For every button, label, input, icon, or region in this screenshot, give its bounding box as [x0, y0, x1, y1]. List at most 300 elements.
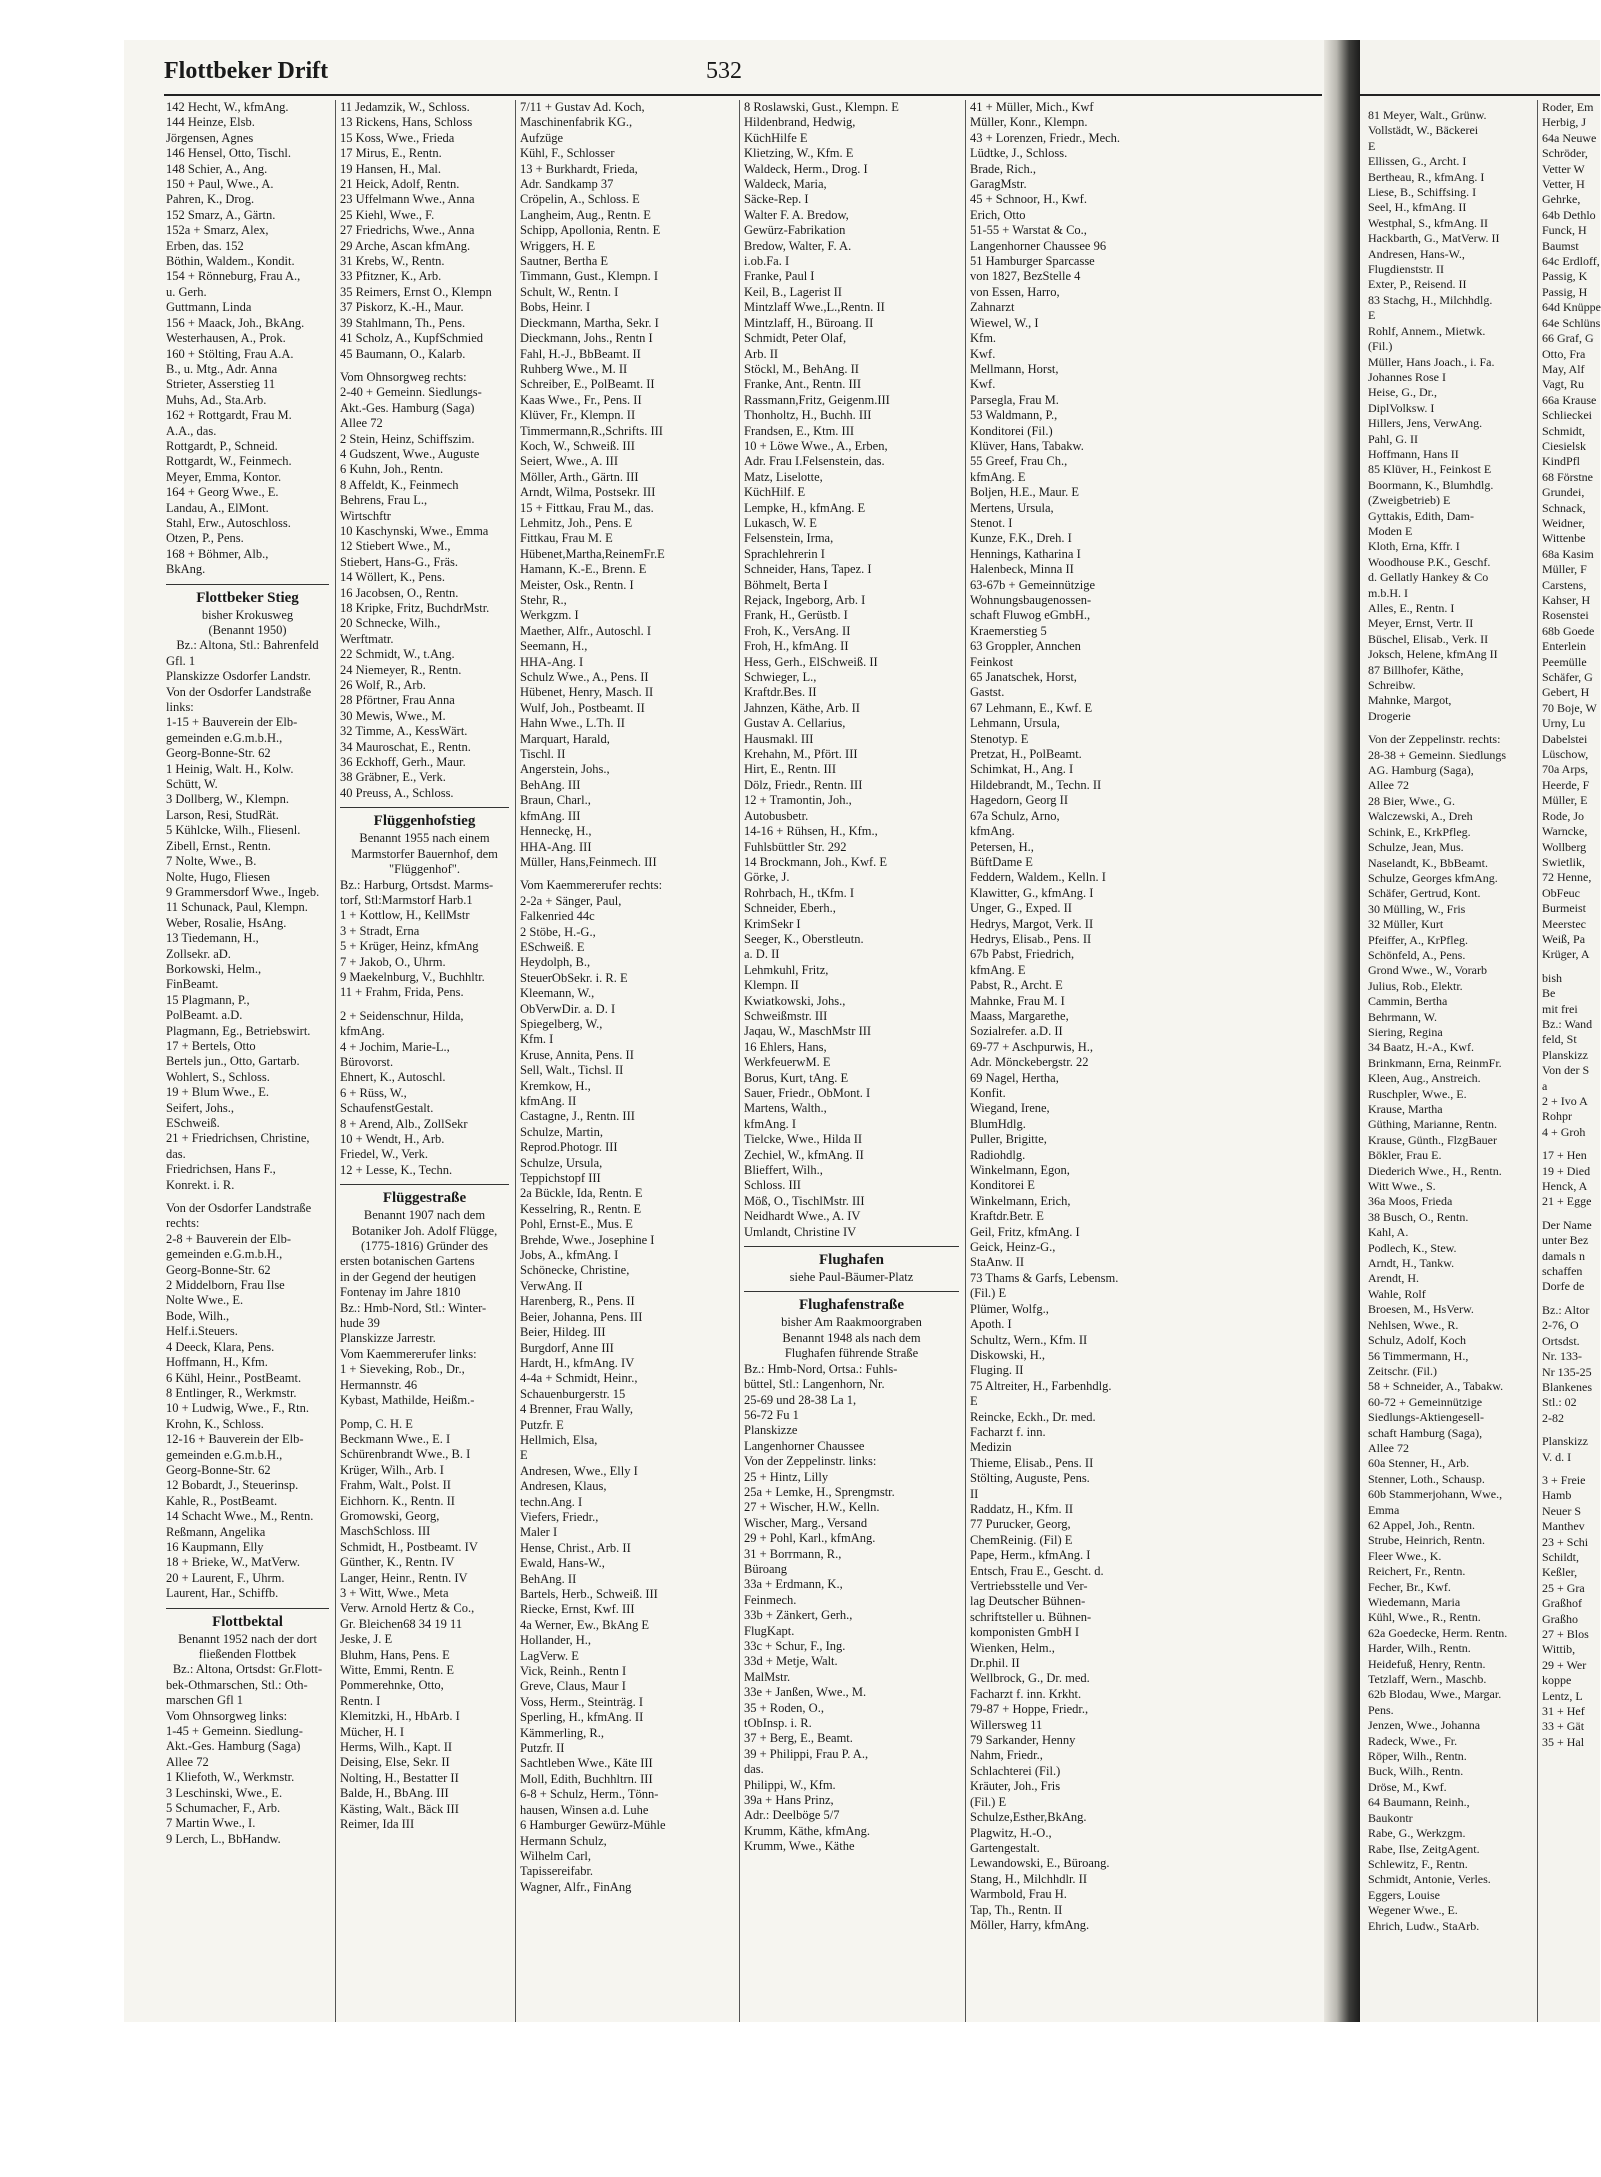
entry-line: Sperling, H., kfmAng. II	[520, 1710, 644, 1725]
entry-line: Boljen, H.E., Maur. E	[970, 485, 1080, 500]
entry-line: Otto, Fra	[1542, 346, 1586, 361]
entry-line: SchaufenstGestalt.	[340, 1101, 434, 1116]
entry-line: 66 Graf, G	[1542, 331, 1594, 346]
entry-line: Timmermann,R.,Schrifts. III	[520, 423, 663, 438]
entry-line: Geick, Heinz-G.,	[970, 1240, 1056, 1255]
entry-line: Hübenet, Henry, Masch. II	[520, 685, 654, 700]
entry-line: Vetter, H	[1542, 177, 1585, 192]
entry-line: Roder, Em	[1542, 100, 1594, 114]
entry-line: Wellbrock, G., Dr. med.	[970, 1671, 1090, 1686]
entry-line: BehAng. II	[520, 1571, 577, 1586]
entry-line: Rohpr	[1542, 1109, 1572, 1124]
entry-line: tObInsp. i. R.	[744, 1716, 812, 1731]
blank-line	[340, 362, 509, 370]
entry-line: Pohl, Ernst-E., Mus. E	[520, 1217, 633, 1232]
entry-line: Pape, Herm., kfmAng. I	[970, 1548, 1091, 1563]
entry-line: Landau, A., ElMont.	[166, 500, 269, 515]
entry-line: 13 + Burkhardt, Frieda,	[520, 161, 638, 176]
blank-line	[1542, 963, 1594, 971]
entry-line: Wohlert, S., Schloss.	[166, 1069, 270, 1084]
entry-line: kfmAng. II	[520, 1094, 577, 1108]
entry-line: 64d Knüppe	[1542, 300, 1601, 315]
entry-line: Rassmann,Fritz, Geigenm.III	[744, 392, 890, 407]
entry-line: Greve, Claus, Maur I	[520, 1679, 626, 1694]
entry-line: Arendt, H.	[1368, 1271, 1419, 1286]
entry-line: Ellissen, G., Archt. I	[1368, 154, 1467, 169]
entry-line: Facharzt f. inn. Krkht.	[970, 1686, 1082, 1701]
entry-line: Burmeist	[1542, 901, 1586, 916]
entry-line: 25 + Hintz, Lilly	[744, 1469, 829, 1484]
entry-line: 69-77 + Aschpurwis, H.,	[970, 1039, 1094, 1054]
entry-line: (Fil.) E	[970, 1286, 1007, 1301]
entry-line: Stenotyp. E	[970, 731, 1029, 746]
entry-line: Dabelstei	[1542, 731, 1588, 746]
entry-line: Schönecke, Christine,	[520, 1263, 630, 1278]
entry-line: unter Bez	[1542, 1233, 1589, 1248]
entry-line: 12 Stiebert Wwe., M.,	[340, 539, 451, 554]
entry-line: Sozialrefer. a.D. II	[970, 1024, 1063, 1039]
entry-line: 19 + Blum Wwe., E.	[166, 1085, 269, 1100]
entry-line: 70a Arps,	[1542, 762, 1588, 777]
entry-line: Brehde, Wwe., Josephine I	[520, 1232, 655, 1247]
entry-line: Hedrys, Elisab., Pens. II	[970, 931, 1092, 946]
entry-line: 33c + Schur, F., Ing.	[744, 1639, 846, 1653]
entry-line: Otzen, P., Pens.	[166, 531, 244, 546]
entry-line: a	[1542, 1078, 1548, 1093]
entry-line: 21 + Friedrichsen, Christine,	[166, 1131, 310, 1146]
entry-line: Dr.phil. II	[970, 1656, 1020, 1671]
entry-line: Reincke, Eckh., Dr. med.	[970, 1409, 1096, 1424]
entry-line: Ehrich, Ludw., StaArb.	[1368, 1918, 1480, 1933]
entry-line: 63 Groppler, Annchen	[970, 639, 1081, 654]
entry-line: 41 + Müller, Mich., Kwf	[970, 100, 1094, 114]
entry-line: Gewürz-Fabrikation	[744, 223, 846, 238]
entry-line: Puller, Brigitte,	[970, 1132, 1047, 1147]
entry-line: Rottgardt, P., Schneid.	[166, 438, 278, 453]
entry-line: Warmbold, Frau H.	[970, 1887, 1067, 1902]
entry-line: Kühl, F., Schlosser	[520, 146, 615, 161]
entry-line: 17 Mirus, E., Rentn.	[340, 146, 442, 161]
entry-line: 162 + Rottgardt, Frau M.	[166, 408, 292, 423]
entry-line: Meyer, Ernst, Vertr. II	[1368, 616, 1474, 631]
entry-line: 35 Reimers, Ernst O., Klempn	[340, 284, 492, 299]
entry-line: Winkelmann, Egon,	[970, 1163, 1070, 1178]
entry-line: Krehahn, M., Pfört. III	[744, 747, 858, 762]
entry-line: 10 Kaschynski, Wwe., Emma	[340, 523, 489, 538]
entry-line: Wollberg	[1542, 839, 1587, 854]
entry-line: Nehlsen, Wwe., R.	[1368, 1317, 1459, 1332]
entry-line: Wiedemann, Maria	[1368, 1595, 1461, 1609]
entry-line: Kwiatkowski, Johs.,	[744, 993, 846, 1008]
entry-line: 7 Nolte, Wwe., B.	[166, 854, 257, 869]
entry-line: Krause, Martha	[1368, 1102, 1443, 1116]
entry-line: Naselandt, K., BbBeamt.	[1368, 855, 1488, 870]
entry-line: A.A., das.	[166, 423, 217, 438]
entry-line: Hamann, K.-E., Brenn. E	[520, 562, 647, 577]
entry-line: 29 Arche, Ascan kfmAng.	[340, 238, 471, 253]
entry-line: Julius, Rob., Elektr.	[1368, 978, 1463, 993]
entry-line: Bz.: Hmb-Nord, Stl.: Winter-	[340, 1300, 487, 1315]
entry-line: B., u. Mtg., Adr. Anna	[166, 361, 278, 376]
entry-line: 81 Meyer, Walt., Grünw.	[1368, 108, 1487, 122]
entry-line: Swietlik,	[1542, 854, 1586, 869]
entry-line: m.b.H. I	[1368, 585, 1408, 600]
entry-line: 45 + Schnoor, H., Kwf.	[970, 192, 1087, 207]
entry-line: Fahl, H.-J., BbBeamt. II	[520, 346, 641, 361]
entry-line: Bredow, Walter, F. A.	[744, 238, 852, 253]
entry-line: Allee 72	[1368, 1440, 1409, 1455]
entry-line: Waldeck, Herm., Drog. I	[744, 161, 868, 176]
entry-line: Klüver, Hans, Tabakw.	[970, 438, 1084, 453]
entry-line: Hellmich, Elsa,	[520, 1432, 598, 1447]
entry-line: 30 Mewis, Wwe., M.	[340, 708, 446, 723]
entry-line: Lempke, H., kfmAng. E	[744, 500, 866, 515]
entry-line: 8 Roslawski, Gust., Klempn. E	[744, 100, 899, 114]
entry-line: Fluging. II	[970, 1363, 1024, 1378]
directory-columns	[162, 100, 1322, 2022]
entry-line: KüchHilfe E	[744, 130, 808, 145]
entry-line: Pretzat, H., PolBeamt.	[970, 747, 1082, 762]
entry-line: 2-76, O	[1542, 1318, 1579, 1333]
entry-line: bish	[1542, 970, 1563, 985]
blank-line	[166, 1193, 329, 1201]
entry-line: Bluhm, Hans, Pens. E	[340, 1647, 450, 1662]
entry-line: schaft Fluwog eGmbH.,	[970, 608, 1091, 623]
entry-line: 12 + Tramontin, Joh.,	[744, 793, 852, 808]
entry-line: Von der Osdorfer Landstraße	[166, 684, 312, 699]
entry-line: a. D. II	[744, 947, 780, 962]
entry-line: kfmAng.	[340, 1024, 385, 1039]
entry-line: Hillers, Jens, VerwAng.	[1368, 416, 1483, 431]
entry-line: schaffen	[1542, 1264, 1583, 1279]
entry-line: Wagner, Alfr., FinAng	[520, 1879, 632, 1894]
entry-line: Meyer, Emma, Kontor.	[166, 469, 282, 484]
entry-line: Planskizz	[1542, 1047, 1588, 1062]
entry-line: ersten botanischen Gartens	[340, 1254, 475, 1269]
entry-line: Zeitschr. (Fil.)	[1368, 1363, 1437, 1378]
entry-line: Castagne, J., Rentn. III	[520, 1109, 635, 1124]
entry-line: kfmAng. I	[744, 1116, 797, 1131]
entry-line: Stang, H., Milchhdlr. II	[970, 1871, 1088, 1886]
entry-line: 39 Stahlmann, Th., Pens.	[340, 315, 466, 330]
entry-line: 4 Deeck, Klara, Pens.	[166, 1339, 275, 1354]
entry-line: 7/11 + Gustav Ad. Koch,	[520, 100, 645, 114]
entry-line: Harenberg, R., Pens. II	[520, 1294, 635, 1309]
entry-line: Wittib,	[1542, 1642, 1576, 1657]
entry-line: Timmann, Gust., Klempn. I	[520, 269, 659, 284]
entry-line: 63-67b + Gemeinnützige	[970, 577, 1096, 592]
scanned-page-spread	[124, 40, 1600, 2022]
entry-line: 9 Grammersdorf Wwe., Ingeb.	[166, 884, 320, 899]
entry-line: Behrens, Frau L.,	[340, 493, 428, 508]
entry-line: 65 Janatschek, Horst,	[970, 670, 1077, 685]
entry-line: Hoffmann, Hans II	[1368, 446, 1459, 461]
entry-line: kfmAng. E	[970, 962, 1026, 977]
entry-line: Stöckl, M., BehAng. II	[744, 361, 859, 376]
entry-line: 62a Goedecke, Herm. Rentn.	[1368, 1625, 1508, 1640]
entry-line: FinBeamt.	[166, 977, 219, 992]
entry-line: Friedel, W., Verk.	[340, 1147, 428, 1162]
entry-line: Hoffmann, H., Kfm.	[166, 1355, 268, 1370]
entry-line: ObFeuc	[1542, 885, 1580, 900]
entry-line: Entsch, Frau E., Gescht. d.	[970, 1563, 1104, 1578]
entry-line: 19 Hansen, H., Mal.	[340, 161, 442, 176]
entry-line: 2 + Ivo A	[1542, 1094, 1588, 1108]
entry-line: 152 Smarz, A., Gärtn.	[166, 207, 276, 222]
entry-line: Warncke,	[1542, 824, 1588, 839]
entry-line: 67b Pabst, Friedrich,	[970, 947, 1075, 962]
blank-line	[1368, 100, 1531, 108]
entry-line: 11 Schunack, Paul, Klempn.	[166, 900, 308, 915]
entry-line: hude 39	[340, 1316, 380, 1331]
entry-line: Ehnert, K., Autoschl.	[340, 1070, 446, 1085]
entry-line: Wriggers, H. E	[520, 238, 596, 253]
entry-line: 29 + Wer	[1542, 1657, 1587, 1672]
entry-line: Unger, G., Exped. II	[970, 901, 1072, 916]
entry-line: Baukontr	[1368, 1810, 1413, 1825]
entry-line: Fecher, Br., Kwf.	[1368, 1579, 1451, 1594]
entry-line: Rabe, G., Werkzgm.	[1368, 1826, 1466, 1841]
entry-line: Allee 72	[166, 1754, 209, 1769]
entry-line: büttel, Stl.: Langenhorn, Nr.	[744, 1377, 885, 1392]
entry-line: Mellmann, Horst,	[970, 361, 1059, 376]
entry-line: 15 Plagmann, P.,	[166, 992, 250, 1007]
entry-line: 18 + Brieke, W., MatVerw.	[166, 1555, 300, 1570]
entry-line: Hahn Wwe., L.Th. II	[520, 716, 625, 731]
entry-line: 37 + Berg, E., Beamt.	[744, 1731, 853, 1746]
entry-line: Krumm, Wwe., Käthe	[744, 1839, 855, 1854]
entry-line: Flughafen führende Straße	[784, 1346, 919, 1361]
entry-line: Wiegand, Irene,	[970, 1101, 1050, 1116]
entry-line: Rabe, Ilse, ZeitgAgent.	[1368, 1841, 1480, 1856]
book-gutter	[1324, 40, 1360, 2022]
entry-line: Cammin, Bertha	[1368, 994, 1448, 1009]
entry-line: Putzfr. II	[520, 1741, 565, 1756]
entry-line: Siedlungs-Aktiengesell-	[1368, 1410, 1484, 1425]
entry-line: SteuerObSekr. i. R. E	[520, 970, 628, 985]
entry-line: von 1827, BezStelle 4	[970, 269, 1081, 284]
entry-line: Kwf.	[970, 377, 996, 392]
entry-line: Joksch, Helene, kfmAng II	[1368, 647, 1498, 662]
entry-line: Johannes Rose I	[1368, 369, 1446, 384]
entry-line: Dröse, M., Kwf.	[1368, 1779, 1447, 1794]
entry-line: Broesen, M., HsVerw.	[1368, 1302, 1474, 1317]
entry-line: Tischl. II	[520, 747, 566, 762]
entry-line: Stahl, Erw., Autoschloss.	[166, 515, 291, 530]
blank-line	[1542, 1426, 1594, 1434]
entry-line: Ciesielsk	[1542, 438, 1586, 453]
entry-line: Lewandowski, E., Büroang.	[970, 1856, 1110, 1871]
entry-line: Plagmann, Eg., Betriebswirt.	[166, 1023, 311, 1038]
entry-line: Pens.	[1368, 1702, 1394, 1717]
entry-line: Schulze, Jean, Mus.	[1368, 840, 1464, 855]
entry-line: Kästing, Walt., Bäck III	[340, 1801, 459, 1816]
entry-line: Drogerie	[1368, 708, 1411, 723]
entry-line: Stehr, R.,	[520, 593, 567, 607]
entry-line: Liese, B., Schiffsing. I	[1368, 185, 1477, 200]
entry-line: 8 + Arend, Alb., ZollSekr	[340, 1116, 468, 1131]
entry-line: links:	[166, 700, 194, 715]
entry-line: Erich, Otto	[970, 207, 1026, 222]
entry-line: Bz.: Altona, Ortsdst: Gr.Flott-	[172, 1662, 323, 1677]
entry-line: 21 + Egge	[1542, 1194, 1592, 1209]
entry-line: Wegener Wwe., E.	[1368, 1903, 1458, 1918]
entry-line: 2a Bückle, Ida, Rentn. E	[520, 1186, 643, 1201]
entry-line: bek-Othmarschen, Stl.: Oth-	[166, 1677, 308, 1692]
entry-line: Feinmech.	[744, 1592, 797, 1607]
entry-line: Der Name	[1542, 1217, 1592, 1232]
entry-line: Akt.-Ges. Hamburg (Saga)	[166, 1739, 301, 1754]
entry-line: Von der Osdorfer Landstraße	[166, 1201, 312, 1216]
entry-line: schriftsteller u. Bühnen-	[970, 1609, 1092, 1624]
entry-line: 17 + Hen	[1542, 1148, 1587, 1163]
entry-line: 38 Gräbner, E., Verk.	[340, 770, 446, 785]
entry-line: Stiebert, Hans-G., Fräs.	[340, 554, 459, 569]
entry-line: Reßmann, Angelika	[166, 1524, 266, 1539]
entry-line: 14 Wöllert, K., Pens.	[340, 570, 445, 585]
entry-line: Stenot. I	[970, 515, 1013, 530]
entry-line: Buck, Wilh., Rentn.	[1368, 1764, 1464, 1779]
entry-line: Halenbeck, Minna II	[970, 562, 1074, 577]
entry-line: Jaqau, W., MaschMstr III	[744, 1024, 872, 1039]
entry-line: KindPfl	[1542, 454, 1581, 469]
entry-line: bisher Krokusweg	[201, 607, 294, 622]
entry-line: Blankenes	[1542, 1379, 1592, 1394]
entry-line: Böhmelt, Berta I	[744, 577, 828, 592]
entry-line: (Zweigbetrieb) E	[1368, 493, 1451, 508]
entry-line: Säcke-Rep. I	[744, 192, 809, 207]
entry-line: Sauer, Friedr., ObMont. I	[744, 1086, 871, 1100]
entry-line: Mertens, Ursula,	[970, 500, 1054, 515]
entry-line: 6 + Rüss, W.,	[340, 1085, 407, 1100]
entry-line: Tap, Th., Rentn. II	[970, 1902, 1063, 1917]
entry-line: 23 Uffelmann Wwe., Anna	[340, 192, 475, 207]
entry-line: Seemann, H.,	[520, 639, 588, 654]
entry-line: Funck, H	[1542, 223, 1587, 238]
blank-line	[340, 1409, 509, 1417]
entry-line: 68a Kasim	[1542, 546, 1594, 561]
entry-line: 10 + Löwe Wwe., A., Erben,	[744, 438, 888, 453]
entry-line: Maass, Margarethe,	[970, 1008, 1069, 1023]
entry-line: Kesselring, R., Rentn. E	[520, 1201, 642, 1216]
entry-line: Fuhlsbüttler Str. 292	[744, 839, 847, 854]
entry-line: Parsegla, Frau M.	[970, 392, 1059, 407]
directory-column	[336, 100, 516, 2022]
entry-line: 29 + Pohl, Karl., kfmAng.	[744, 1531, 876, 1546]
entry-line: Pommerehnke, Otto,	[340, 1678, 444, 1693]
entry-line: Gastst.	[970, 685, 1005, 700]
entry-line: Kleen, Aug., Anstreich.	[1368, 1071, 1481, 1086]
entry-line: Zibell, Ernst., Rentn.	[166, 838, 271, 853]
entry-line: Deising, Else, Sekr. II	[340, 1755, 450, 1770]
entry-line: Felsenstein, Irma,	[744, 531, 834, 546]
entry-line: Teppichstopf III	[520, 1171, 601, 1186]
entry-line: Marquart, Harald,	[520, 731, 610, 746]
entry-line: Harder, Wilh., Rentn.	[1368, 1641, 1471, 1656]
entry-line: Witte, Emmi, Rentn. E	[340, 1663, 455, 1677]
blank-line	[520, 870, 733, 878]
entry-line: 79 Sarkander, Henny	[970, 1733, 1076, 1748]
entry-line: 75 Altreiter, H., Farbenhdlg.	[970, 1378, 1112, 1393]
directory-column	[162, 100, 336, 2022]
entry-line: Schmidt,	[1542, 423, 1586, 438]
entry-line: Wirtschftr	[340, 508, 391, 523]
entry-line: von Essen, Harro,	[970, 284, 1060, 299]
entry-line: Schütt, W.	[166, 777, 218, 792]
entry-line: 5 Kühlcke, Wilh., Fliesenl.	[166, 823, 301, 838]
entry-line: Stenner, Loth., Schausp.	[1368, 1471, 1485, 1486]
entry-line: 19 + Died	[1542, 1163, 1591, 1178]
entry-line: Konrekt. i. R.	[166, 1177, 235, 1192]
entry-line: 67a Schulz, Arno,	[970, 808, 1060, 823]
entry-line: damals n	[1542, 1248, 1585, 1263]
entry-line: in der Gegend der heutigen	[340, 1269, 477, 1284]
entry-line: Möß, O., TischlMstr. III	[744, 1193, 865, 1208]
entry-line: Mücher, H. I	[340, 1724, 405, 1739]
entry-line: d. Gellatly Hankey & Co	[1368, 570, 1489, 585]
entry-line: ESchweiß. E	[520, 939, 585, 954]
entry-line: gemeinden e.G.m.b.H.,	[166, 1247, 283, 1262]
entry-line: Tielcke, Wwe., Hilda II	[744, 1132, 863, 1147]
entry-line: das.	[166, 1146, 186, 1161]
entry-line: Falkenried 44c	[520, 909, 595, 924]
entry-line: Hardt, H., kfmAng. IV	[520, 1355, 635, 1370]
entry-line: das.	[744, 1762, 764, 1777]
entry-line: Wischer, Marg., Versand	[744, 1515, 868, 1530]
entry-line: Pabst, R., Archt. E	[970, 978, 1063, 993]
entry-line: Möller, Arth., Gärtn. III	[520, 469, 639, 484]
entry-line: Schweißmstr. III	[744, 1008, 828, 1023]
entry-line: Kremkow, H.,	[520, 1078, 591, 1093]
entry-line: Kloth, Erna, Kffr. I	[1368, 539, 1460, 554]
entry-line: Schult, W., Rentn. I	[520, 284, 619, 299]
entry-line: Strube, Heinrich, Rentn.	[1368, 1533, 1485, 1548]
entry-line: ChemReinig. (Fil) E	[970, 1532, 1073, 1547]
entry-line: Weidner,	[1542, 515, 1585, 530]
entry-line: Lüschow,	[1542, 747, 1589, 762]
entry-line: Bz.: Harburg, Ortsdst. Marms-	[340, 877, 494, 892]
entry-line: Vagt, Ru	[1542, 377, 1584, 392]
entry-line: Möller, Harry, kfmAng.	[970, 1917, 1090, 1932]
entry-line: 64 Baumann, Reinh.,	[1368, 1795, 1470, 1810]
entry-line: Eichhorn. K., Rentn. II	[340, 1493, 455, 1508]
entry-line: Klüver, Fr., Klempn. II	[520, 408, 636, 423]
entry-line: i.ob.Fa. I	[744, 254, 790, 269]
entry-line: 36a Moos, Frieda	[1368, 1194, 1453, 1209]
entry-line: (1775-1816) Gründer des	[360, 1239, 489, 1254]
entry-line: Schäfer, Gertrud, Kont.	[1368, 886, 1481, 901]
entry-line: Kräuter, Joh., Fris	[970, 1779, 1061, 1794]
entry-line: Schildt,	[1542, 1549, 1580, 1564]
entry-line: Fontenay im Jahre 1810	[340, 1285, 461, 1300]
entry-line: Hense, Christ., Arb. II	[520, 1540, 631, 1555]
entry-line: Rentn. I	[340, 1693, 381, 1708]
entry-line: Frahm, Walt., Polst. II	[340, 1478, 451, 1493]
entry-line: Guttmann, Linda	[166, 300, 252, 315]
entry-line: E	[520, 1448, 528, 1463]
entry-line: 22 Schmidt, W., t.Ang.	[340, 647, 455, 662]
entry-line: 32 Müller, Kurt	[1368, 917, 1444, 932]
entry-line: 56-72 Fu 1	[744, 1407, 799, 1422]
entry-line: Fleer Wwe., K.	[1368, 1548, 1442, 1563]
entry-line: 1 + Sieveking, Rob., Dr.,	[340, 1362, 465, 1377]
entry-line: Adr. Sandkamp 37	[520, 177, 614, 192]
entry-line: Georg-Bonne-Str. 62	[166, 746, 271, 761]
entry-line: 68 Förstne	[1542, 469, 1593, 484]
entry-line: 37 Piskorz, K.-H., Maur.	[340, 300, 464, 315]
entry-line: Schink, E., KrkPfleg.	[1368, 824, 1471, 839]
entry-line: Wienken, Helm.,	[970, 1640, 1055, 1655]
